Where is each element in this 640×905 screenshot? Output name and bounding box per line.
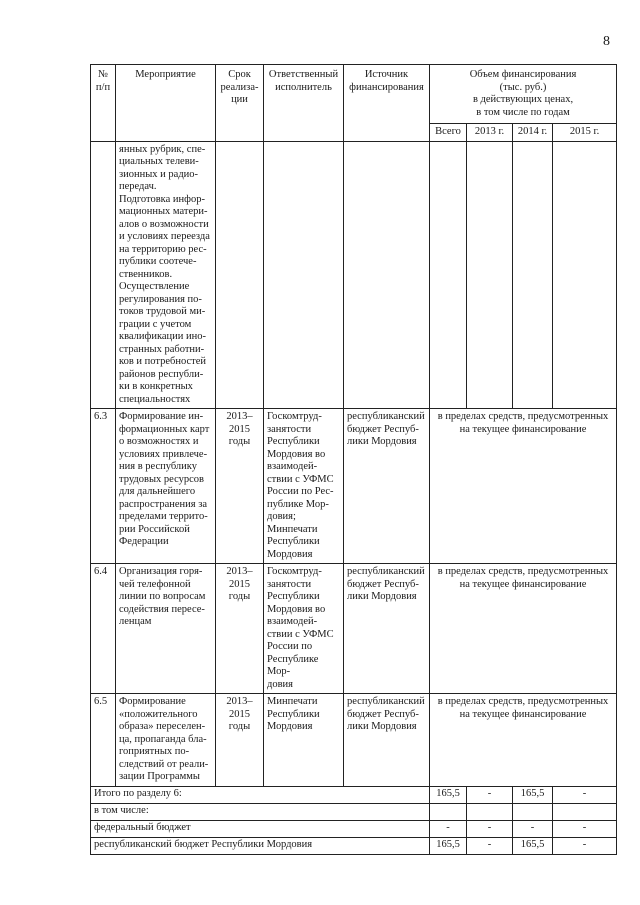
total-value: 165,5 <box>430 837 467 854</box>
event-cell: Организация горя- чей телефонной линии по вопросам содействия пересе- ленцам <box>116 564 216 694</box>
total-label: Итого по разделу 6: <box>91 786 430 803</box>
total-label: в том числе: <box>91 803 430 820</box>
header-responsible: Ответственный исполнитель <box>264 65 344 142</box>
source-cell: республиканский бюджет Респуб- лики Мордовия <box>344 564 430 694</box>
total-value: - <box>430 820 467 837</box>
total-2015 <box>553 803 617 820</box>
total-label: федеральный бюджет <box>91 820 430 837</box>
table-row <box>91 409 617 564</box>
total-row <box>91 786 617 803</box>
responsible-cell: Минпечати Республики Мордовия <box>264 694 344 787</box>
term-cell: 2013– 2015 годы <box>216 409 264 564</box>
total-row <box>91 803 617 820</box>
event-cell: янных рубрик, спе- циальных телеви- зионных и радио- передач. Подготовка инфор- мационных матери- алов о возможности и условиях переезда на территорию рес- публики соотече- ственников. Осуществление регулирования по- токов трудовой ми- грации с учетом квалификации ино- странных работни- ков и потребностей районов республи- ки в конкретных специальностях <box>116 141 216 409</box>
total-row <box>91 820 617 837</box>
header-2015: 2015 г. <box>553 124 617 142</box>
total-2013: - <box>467 786 513 803</box>
total-2013: - <box>467 820 513 837</box>
header-funding: Объем финансирования (тыс. руб.) в действующих ценах, в том числе по годам <box>430 65 617 124</box>
total-2014: - <box>513 820 553 837</box>
header-num: № п/п <box>91 65 116 142</box>
funding-cell: в пределах средств, предусмотренных на текущее финансирование <box>430 409 617 564</box>
total-value <box>430 803 467 820</box>
total-2015: - <box>553 820 617 837</box>
row-num: 6.3 <box>91 409 116 564</box>
total-2014: 165,5 <box>513 837 553 854</box>
responsible-cell: Госкомтруд- занятости Республики Мордовия во взаимодей- ствии с УФМС России по Республике Мор- довия <box>264 564 344 694</box>
event-cell: Формирование ин- формационных карт о возможностях и условиях привлече- ния в республику трудовых ресурсов для дальнейшего распространения за пределами террито- рии Российской Федерации <box>116 409 216 564</box>
funding-table <box>90 64 617 855</box>
total-value: 165,5 <box>430 786 467 803</box>
table-row <box>91 694 617 787</box>
header-total: Всего <box>430 124 467 142</box>
term-cell: 2013– 2015 годы <box>216 564 264 694</box>
funding-cell: в пределах средств, предусмотренных на текущее финансирование <box>430 564 617 694</box>
header-2013: 2013 г. <box>467 124 513 142</box>
total-2014: 165,5 <box>513 786 553 803</box>
total-2014 <box>513 803 553 820</box>
header-term: Срок реализа- ции <box>216 65 264 142</box>
table-row <box>91 564 617 694</box>
header-2014: 2014 г. <box>513 124 553 142</box>
total-2013 <box>467 803 513 820</box>
event-cell: Формирование «положительного образа» переселен- ца, пропаганда бла- гоприятных по- следствий от реали- зации Программы <box>116 694 216 787</box>
total-2015: - <box>553 786 617 803</box>
term-cell: 2013– 2015 годы <box>216 694 264 787</box>
funding-cell: в пределах средств, предусмотренных на текущее финансирование <box>430 694 617 787</box>
source-cell: республиканский бюджет Респуб- лики Мордовия <box>344 694 430 787</box>
total-2013: - <box>467 837 513 854</box>
row-num: 6.4 <box>91 564 116 694</box>
header-row <box>91 65 617 124</box>
header-source: Источник финансирования <box>344 65 430 142</box>
total-label: республиканский бюджет Республики Мордовия <box>91 837 430 854</box>
total-2015: - <box>553 837 617 854</box>
header-event: Мероприятие <box>116 65 216 142</box>
source-cell: республиканский бюджет Респуб- лики Мордовия <box>344 409 430 564</box>
total-row <box>91 837 617 854</box>
table-row <box>91 141 617 409</box>
page-number: 8 <box>603 34 610 49</box>
row-num: 6.5 <box>91 694 116 787</box>
responsible-cell: Госкомтруд- занятости Республики Мордовия во взаимодей- ствии с УФМС России по Рес- публике Мор- довия; Минпечати Республики Мордовия <box>264 409 344 564</box>
